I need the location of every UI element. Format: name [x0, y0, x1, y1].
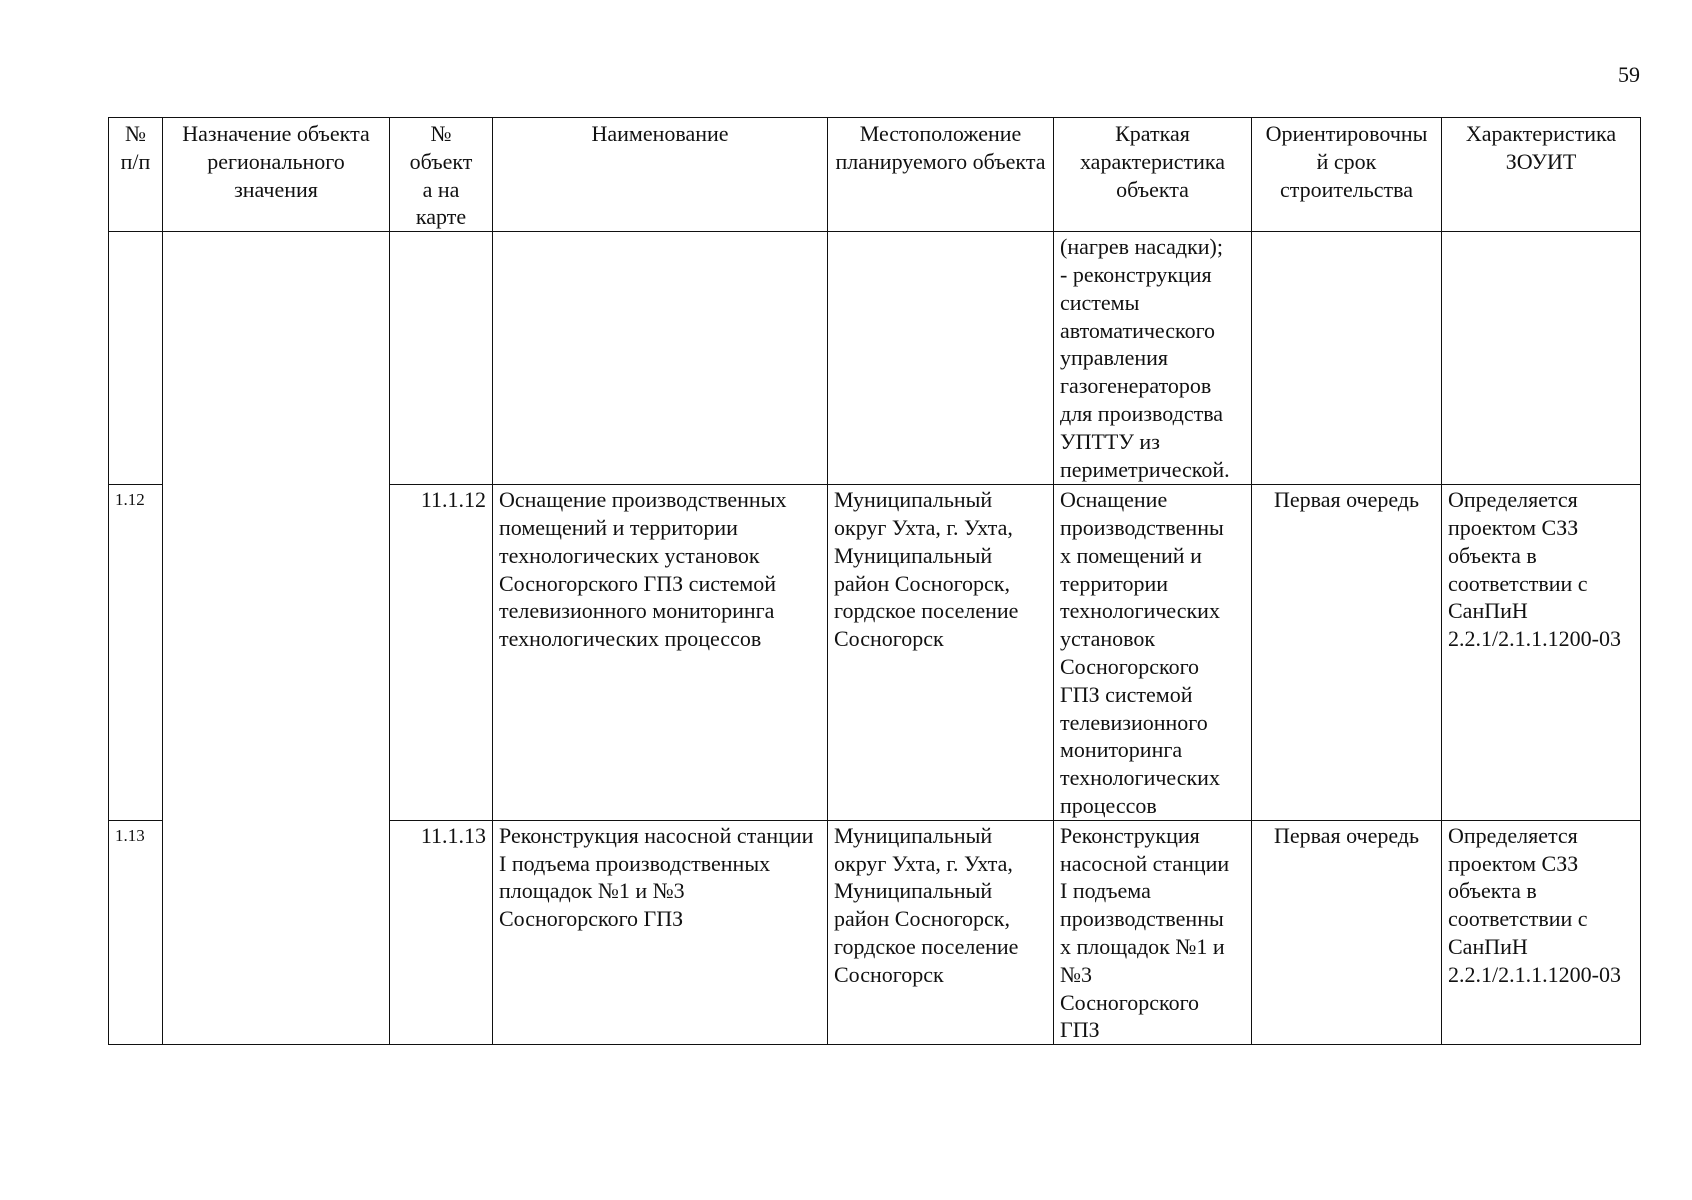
table-header-row	[109, 118, 1641, 232]
cell-location: Муниципальный округ Ухта, г. Ухта, Муниципальный район Сосногорск, гордское поселение Сосногорск	[828, 820, 1054, 1044]
cell-zouit: Определяется проектом СЗЗ объекта в соответствии с СанПиН 2.2.1/2.1.1.1200-03	[1442, 485, 1641, 821]
cell-row-number: 1.13	[109, 820, 163, 1044]
header-zouit: Характеристика ЗОУИТ	[1442, 118, 1641, 232]
cell-map-number	[390, 232, 493, 485]
header-location: Местоположение планируемого объекта	[828, 118, 1054, 232]
cell-term	[1252, 232, 1442, 485]
header-name: Наименование	[493, 118, 828, 232]
cell-characteristic: (нагрев насадки); - реконструкция системы автоматического управления газогенераторов для производства УПТТУ из периметрической.	[1054, 232, 1252, 485]
header-row-number: № п/п	[109, 118, 163, 232]
cell-zouit: Определяется проектом СЗЗ объекта в соответствии с СанПиН 2.2.1/2.1.1.1200-03	[1442, 820, 1641, 1044]
header-characteristic: Краткая характеристика объекта	[1054, 118, 1252, 232]
page-number: 59	[1618, 62, 1640, 87]
cell-characteristic: Оснащение производственны х помещений и территории технологических установок Сосногорского ГПЗ системой телевизионного мониторинга технологических процессов	[1054, 485, 1252, 821]
cell-name: Оснащение производственных помещений и территории технологических установок Сосногорского ГПЗ системой телевизионного мониторинга технологических процессов	[493, 485, 828, 821]
cell-row-number: 1.12	[109, 485, 163, 821]
table-row-continuation	[109, 232, 1641, 485]
header-map-number: № объект а на карте	[390, 118, 493, 232]
cell-row-number	[109, 232, 163, 485]
cell-map-number: 11.1.12	[390, 485, 493, 821]
cell-location	[828, 232, 1054, 485]
cell-location: Муниципальный округ Ухта, г. Ухта, Муниципальный район Сосногорск, гордское поселение Сосногорск	[828, 485, 1054, 821]
cell-term: Первая очередь	[1252, 485, 1442, 821]
objects-table	[108, 117, 1641, 1045]
cell-map-number: 11.1.13	[390, 820, 493, 1044]
cell-characteristic: Реконструкция насосной станции I подъема производственны х площадок №1 и №3 Сосногорского ГПЗ	[1054, 820, 1252, 1044]
cell-name	[493, 232, 828, 485]
header-purpose: Назначение объекта регионального значения	[163, 118, 390, 232]
header-term: Ориентировочны й срок строительства	[1252, 118, 1442, 232]
cell-name: Реконструкция насосной станции I подъема производственных площадок №1 и №3 Сосногорского ГПЗ	[493, 820, 828, 1044]
cell-zouit	[1442, 232, 1641, 485]
cell-purpose-merged	[163, 232, 390, 1045]
cell-term: Первая очередь	[1252, 820, 1442, 1044]
